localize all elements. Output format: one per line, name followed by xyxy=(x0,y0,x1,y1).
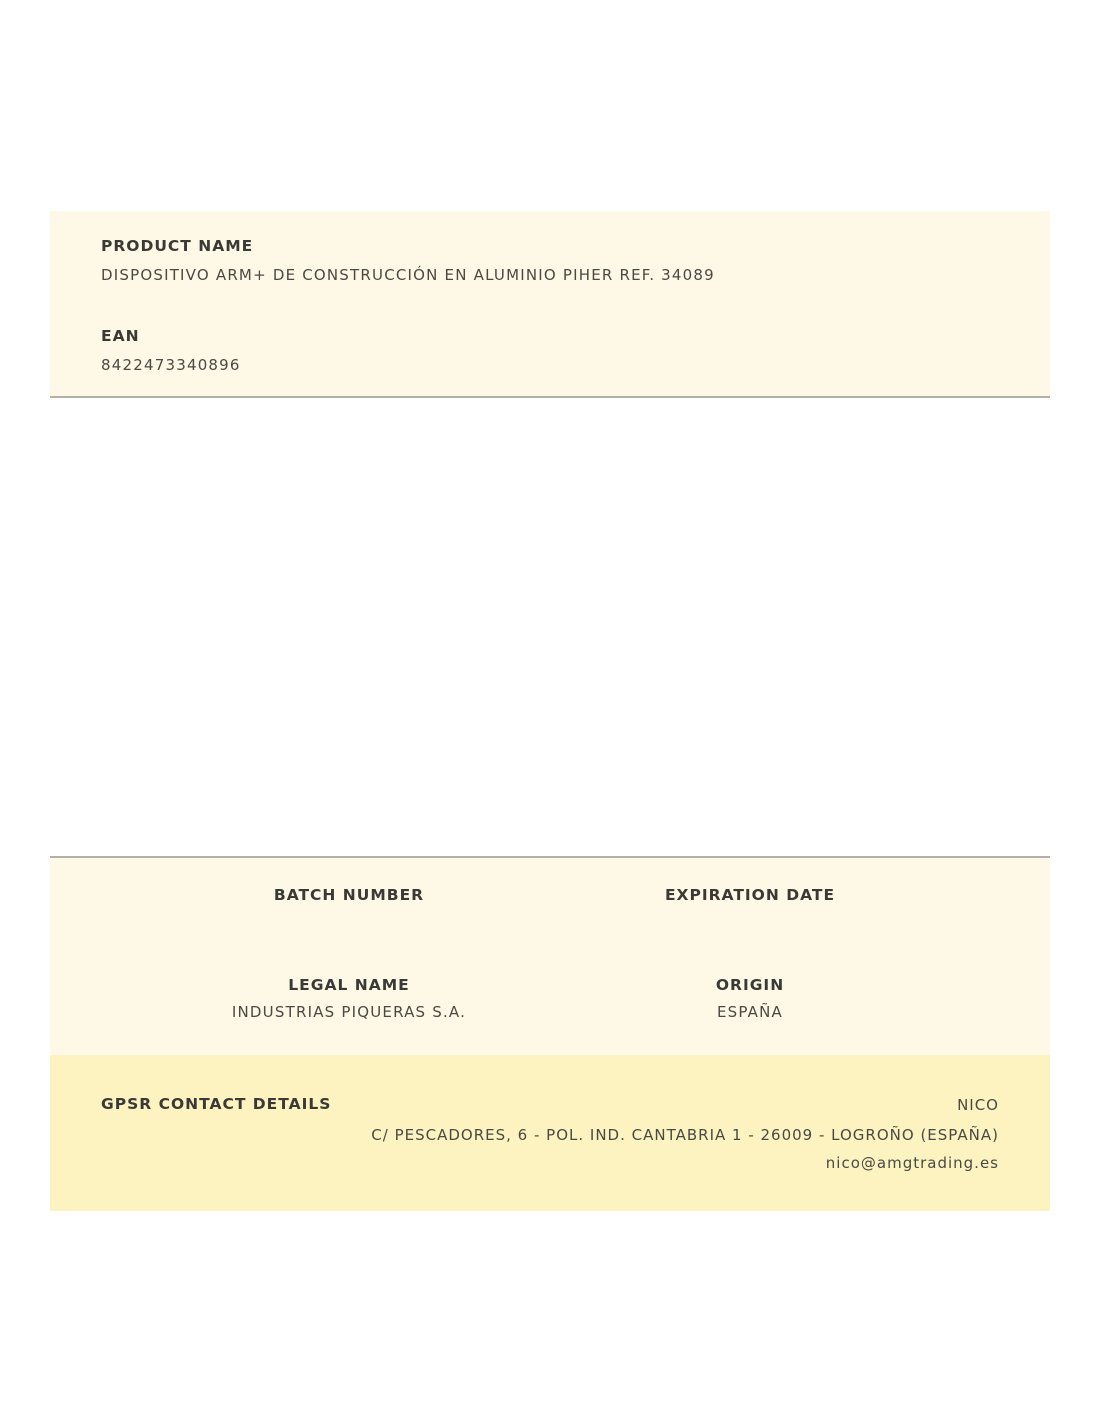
ean-value: 8422473340896 xyxy=(101,356,241,374)
product-name-label: PRODUCT NAME xyxy=(101,237,254,255)
legal-name-value: INDUSTRIAS PIQUERAS S.A. xyxy=(231,1003,467,1021)
batch-legal-section xyxy=(50,856,1050,1057)
origin-value: ESPAÑA xyxy=(716,1003,784,1021)
gpsr-contact-details xyxy=(371,1095,999,1177)
legal-name-label: LEGAL NAME xyxy=(288,976,410,994)
gpsr-contact-section xyxy=(50,1055,1050,1211)
expiration-date-field xyxy=(550,886,950,913)
gpsr-contact-address: C/ PESCADORES, 6 - POL. IND. CANTABRIA 1 - 26009 - LOGROÑO (ESPAÑA) xyxy=(371,1126,999,1144)
batch-number-field xyxy=(149,886,549,913)
batch-number-label: BATCH NUMBER xyxy=(273,886,425,904)
origin-field xyxy=(550,976,950,1021)
expiration-date-label: EXPIRATION DATE xyxy=(664,886,836,904)
gpsr-contact-email[interactable]: nico@amgtrading.es xyxy=(825,1154,999,1172)
gpsr-contact-label: GPSR CONTACT DETAILS xyxy=(101,1095,332,1113)
gpsr-contact-name: NICO xyxy=(957,1096,999,1114)
product-info-section xyxy=(50,211,1050,398)
origin-label: ORIGIN xyxy=(715,976,785,994)
ean-label: EAN xyxy=(101,327,140,345)
product-name-value: DISPOSITIVO ARM+ DE CONSTRUCCIÓN EN ALUMINIO PIHER REF. 34089 xyxy=(101,266,715,284)
legal-name-field xyxy=(149,976,549,1021)
